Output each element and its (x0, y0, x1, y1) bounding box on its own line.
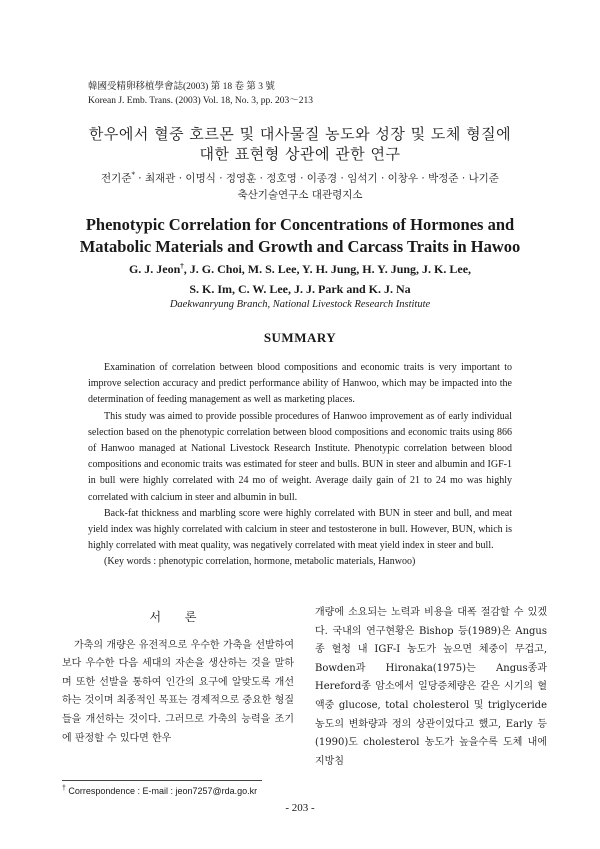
summary-paragraph-3: Back-fat thickness and marbling score were highly correlated with BUN in steer and bull, and meat yield index was highly correlated with calcium in steer and testosterone in bull. However, BUN, which is highly correlated with meat quality, was negatively correlated with meat yield index in steer and bull. (88, 507, 512, 552)
intro-column-right (315, 604, 547, 771)
english-title-line1: Phenotypic Correlation for Concentrations of Hormones and (85, 215, 515, 234)
summary-paragraph-2: This study was aimed to provide possible procedures of Hanwoo improvement as of early individual selection based on the phenotypic correlation between blood compositions and economic traits using 866 of Hanwoo managed at National Livestock Research Institute. Phenotypic correlation between blood compositions and economic traits was estimated for steer and bulls. BUN in steer and albumin and IGF-1 in bull were highly correlated with 24 mo of weight. Average daily gain of 21 to 24 mo was highly correlated with calcium in steer and albumin in bull. (88, 410, 512, 503)
footnote-text: Correspondence : E-mail : jeon7257@rda.go.kr (65, 786, 258, 796)
journal-line-english: Korean J. Emb. Trans. (2003) Vol. 18, No. 3, pp. 203～213 (88, 96, 314, 106)
korean-affiliation: 축산기술연구소 대관령지소 (237, 188, 363, 201)
english-lead-author: G. J. Jeon (128, 262, 181, 276)
korean-lead-author: 전기준 (101, 172, 132, 185)
page-number: - 203 - (285, 802, 315, 814)
english-affiliation: Daekwanryung Branch, National Livestock Research Institute (169, 299, 431, 310)
journal-line-korean: 韓國受精卵移植學會誌(2003) 第 18 卷 第 3 號 (88, 82, 275, 92)
intro-paragraph-left: 가축의 개량은 유전적으로 우수한 가축을 선발하여 보다 우수한 다음 세대의 자손을 생산하는 것을 말하며 또한 선발을 통하여 인간의 요구에 알맞도록 개선하는 것이며 최종적인 목표는 경제적으로 중요한 형질들을 개선하는 것이다. 그러므로 가축의 능력을 조기에 판정할 수 있다면 한우 (62, 639, 294, 744)
summary-heading: SUMMARY (263, 330, 337, 345)
english-authors (0, 256, 600, 299)
summary-body (88, 360, 512, 571)
intro-column-left (62, 608, 294, 748)
intro-paragraph-right: 개량에 소요되는 노력과 비용을 대폭 절감할 수 있겠다. 국내의 연구현황은 Bishop 등(1989)은 Angus종 혈청 내 IGF-I 농도가 높으면 체중이 무겁고, Bowden과 Hironaka(1975)는 Angus종과 Hereford종 암소에서 일당증체량은 같은 시기의 혈액중 glucose, total cholesterol 및 triglyceride 농도의 변화량과 정의 상관이었다고 했고, Early 등(1990)도 cholesterol 농도가 높을수록 도체 내에 지방침 (315, 607, 547, 767)
english-authors-line1 (0, 256, 600, 279)
korean-title-line2: 대한 표현형 상관에 관한 연구 (199, 145, 401, 163)
korean-authors (0, 167, 600, 203)
english-title-line2: Matabolic Materials and Growth and Carcass Traits in Hawoo (79, 237, 521, 256)
korean-author-list (0, 167, 600, 187)
english-coauthors-1: , J. G. Choi, M. S. Lee, Y. H. Jung, H. Y. Jung, J. K. Lee, (183, 262, 472, 276)
corresponding-dagger: † (180, 262, 184, 270)
summary-paragraph-1: Examination of correlation between blood compositions and economic traits is very important to improve selection accuracy and predict performance ability of Hanwoo, which may be impacted into the determination of feeding management as well as marketing places. (88, 362, 512, 406)
footnote (62, 785, 257, 796)
english-authors-line2: S. K. Im, C. W. Lee, J. J. Park and K. J. Na (189, 282, 411, 296)
journal-citation (88, 80, 313, 108)
footnote-mark: † (62, 785, 66, 792)
summary-keywords: (Key words : phenotypic correlation, hormone, metabolic materials, Hanwoo) (104, 556, 416, 568)
korean-title (0, 124, 600, 164)
intro-heading: 서 론 (149, 610, 207, 624)
korean-coauthors: · 최재관 · 이명식 · 정영훈 · 정호영 · 이종경 · 임석기 · 이창우 · 박정준 · 나기준 (134, 172, 499, 185)
korean-title-line1: 한우에서 혈중 호르몬 및 대사물질 농도와 성장 및 도체 형질에 (88, 125, 512, 143)
footnote-divider (62, 780, 262, 781)
corresponding-mark: * (131, 171, 135, 179)
english-title (0, 214, 600, 258)
